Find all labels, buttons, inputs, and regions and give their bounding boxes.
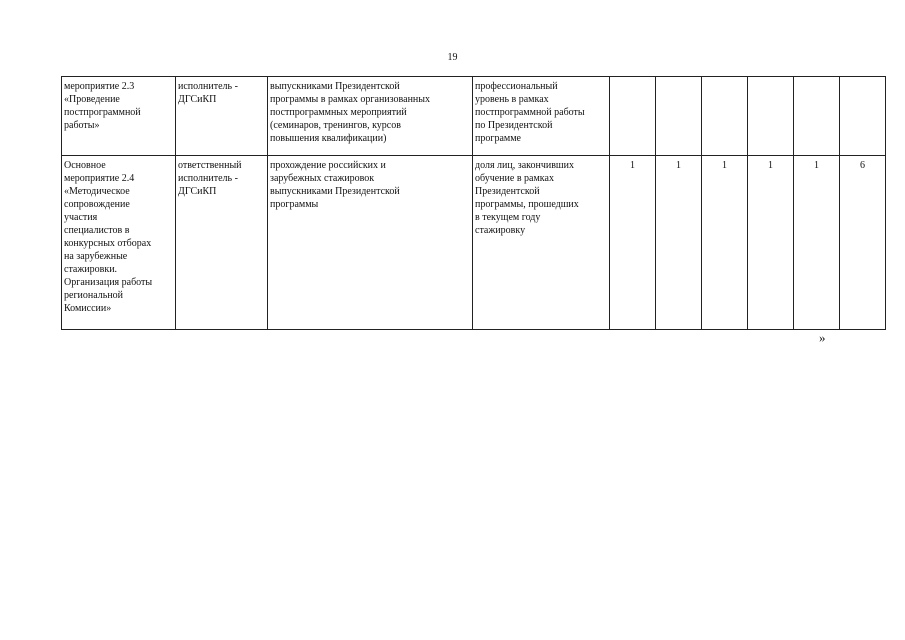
text-line: Президентской [475, 186, 540, 197]
value-cell: 6 [840, 156, 886, 330]
text-line: ДГСиКП [178, 94, 217, 105]
indicator-cell [473, 156, 610, 330]
result-cell [268, 156, 473, 330]
executor-cell [176, 156, 268, 330]
text-line: уровень в рамках [475, 94, 549, 105]
text-line: повышения квалификации) [270, 133, 387, 144]
table-row-2-3 [62, 77, 886, 156]
text-line: мероприятие 2.3 [64, 81, 135, 92]
value-cell: 1 [748, 156, 794, 330]
text-line: обучение в рамках [475, 173, 554, 184]
closing-quote: » [819, 330, 826, 345]
text-line: выпускниками Президентской [270, 81, 400, 92]
text-line: сопровождение [64, 199, 130, 210]
text-line: выпускниками Президентской [270, 186, 400, 197]
text-line: мероприятие 2.4 [64, 173, 135, 184]
indicator-cell [473, 77, 610, 156]
text-line: программы, прошедших [475, 199, 579, 210]
value-cell [656, 77, 702, 156]
text-line: стажировки. [64, 264, 118, 275]
text-line: программе [475, 133, 521, 144]
text-line: постпрограммной работы [475, 107, 585, 118]
text-line: стажировку [475, 225, 526, 236]
text-line: ДГСиКП [178, 186, 217, 197]
value-cell [702, 77, 748, 156]
text-line: на зарубежные [64, 251, 128, 262]
text-line: Комиссии» [64, 303, 112, 314]
text-line: в текущем году [475, 212, 541, 223]
text-line: региональной [64, 290, 124, 301]
value-cell: 1 [794, 156, 840, 330]
value-cell: 1 [702, 156, 748, 330]
activity-cell [62, 77, 176, 156]
value-cell: 1 [656, 156, 702, 330]
value-cell [794, 77, 840, 156]
text-line: по Президентской [475, 120, 553, 131]
text-line: постпрограммных мероприятий [270, 107, 407, 118]
text-line: «Проведение [64, 94, 120, 105]
program-table [61, 76, 886, 330]
text-line: Основное [64, 160, 106, 171]
page-number: 19 [447, 52, 458, 63]
activity-cell [62, 156, 176, 330]
text-line: «Методическое [64, 186, 130, 197]
text-line: Организация работы [64, 277, 153, 288]
table-row-2-4 [62, 156, 886, 330]
value-cell [610, 77, 656, 156]
text-line: доля лиц, закончивших [475, 160, 574, 171]
value-cell [748, 77, 794, 156]
text-line: работы» [64, 120, 100, 131]
executor-cell [176, 77, 268, 156]
text-line: участия [64, 212, 98, 223]
text-line: профессиональный [475, 81, 558, 92]
text-line: постпрограммной [64, 107, 141, 118]
text-line: исполнитель - [178, 81, 238, 92]
text-line: ответственный [178, 160, 242, 171]
text-line: программы [270, 199, 319, 210]
value-cell: 1 [610, 156, 656, 330]
text-line: (семинаров, тренингов, курсов [270, 120, 401, 131]
text-line: исполнитель - [178, 173, 238, 184]
text-line: специалистов в [64, 225, 130, 236]
value-cell [840, 77, 886, 156]
text-line: зарубежных стажировок [270, 173, 375, 184]
text-line: программы в рамках организованных [270, 94, 430, 105]
text-line: конкурсных отборах [64, 238, 152, 249]
result-cell [268, 77, 473, 156]
text-line: прохождение российских и [270, 160, 386, 171]
